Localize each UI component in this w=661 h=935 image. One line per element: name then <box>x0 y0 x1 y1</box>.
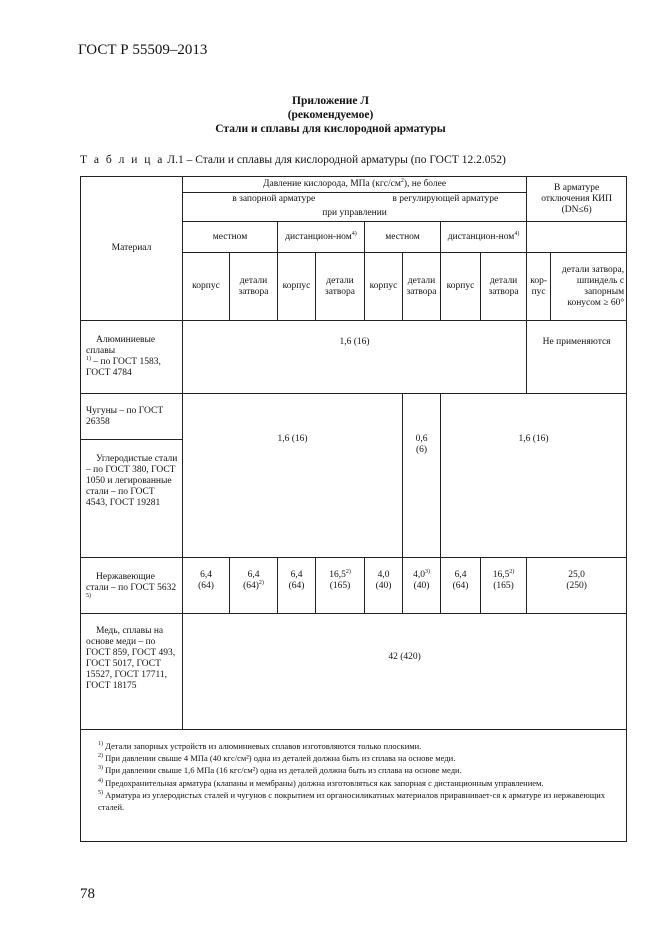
table-caption-text: Л.1 – Стали и сплавы для кислородной арматуры (по ГОСТ 12.2.052) <box>164 154 506 166</box>
stainless-value: 6,4 (64) <box>278 558 316 614</box>
appendix-subject: Стали и сплавы для кислородной арматуры <box>215 123 446 135</box>
stainless-row <box>81 558 627 614</box>
aluminum-kip: Не применяются <box>527 321 627 394</box>
material-aluminum: Алюминиевые сплавы$^{1)}$ – по ГОСТ 1583, ГОСТ 4784 <box>81 321 183 394</box>
ferrous-value-mid: 0,6 (6) <box>403 394 441 558</box>
header-body: корпус <box>441 253 481 321</box>
header-gate-parts: детали затвора <box>403 253 441 321</box>
page-number: 78 <box>80 886 95 902</box>
header-pressure: Давление кислорода, МПа $(кгс/см^2)$, не более <box>183 177 527 193</box>
aluminum-value: 1,6 (16) <box>183 321 527 394</box>
stainless-value-kip: 25,0 (250) <box>527 558 627 614</box>
header-regulating: в регулирующей арматуре <box>365 193 527 207</box>
note: $^{1)}$ Детали запорных устройств из алюминиевых сплавов изготовляются только плоскими. <box>98 741 422 751</box>
header-gate-parts: детали затвора <box>481 253 527 321</box>
header-body: корпус <box>365 253 403 321</box>
stainless-value: 16,5$^{2)}$ (165) <box>316 558 365 614</box>
stainless-value: 16,5$^{2)}$ (165) <box>481 558 527 614</box>
appendix-status: (рекомендуемое) <box>287 109 374 121</box>
header-remote-2: дистанцион-ном$^{4)}$ <box>441 222 527 253</box>
material-stainless: Нержавеющие стали – по ГОСТ 5632$^{5)}$ <box>81 558 183 614</box>
stainless-value: 6,4 $(64)^{2)}$ <box>230 558 278 614</box>
header-body: корпус <box>278 253 316 321</box>
materials-table <box>80 176 627 842</box>
header-gate-parts: детали затвора <box>316 253 365 321</box>
header-material: Материал <box>81 177 183 321</box>
header-body: корпус <box>183 253 230 321</box>
note: $^{4)}$ Предохранительная арматура (клапаны и мембраны) должна изготовляться как запорная с дистанционным управлением. <box>98 777 544 788</box>
header-kip-parts: детали затвора, шпиндель с запорным конусом ≥ 60° <box>551 253 627 321</box>
appendix-title: Приложение Л <box>292 95 369 107</box>
ferrous-value-left: 1,6 (16) <box>183 394 403 558</box>
header-when-controlled: при управлении <box>183 207 527 222</box>
stainless-value: 4,0 (40) <box>365 558 403 614</box>
note: $^{5)}$ Арматура из углеродистых сталей и чугунов с покрытием из органосиликатных материалов приравнивает-ся к арматуре из нержавеющих сталей. <box>98 789 606 813</box>
table-caption-prefix: Т а б л и ц а <box>80 154 165 166</box>
header-body-kip: кор-пус <box>527 253 551 321</box>
header-kip-blank <box>527 222 627 253</box>
material-carbon-steel: Углеродистые стали – по ГОСТ 380, ГОСТ 1050 и легированные стали – по ГОСТ 4543, ГОСТ 19281 <box>81 440 183 558</box>
ferrous-value-right: 1,6 (16) <box>441 394 627 558</box>
header-local-1: местном <box>183 222 278 253</box>
note: $^{2)}$ При давлении свыше 4 МПа (40 кгс/см²) одна из деталей должна быть из сплава на основе меди. <box>98 753 456 764</box>
header-remote-1: дистанцион-ном$^{4)}$ <box>278 222 365 253</box>
stainless-value: 6,4 (64) <box>183 558 230 614</box>
header-kip: В арматуре отключения КИП (DN≤6) <box>527 177 627 222</box>
stainless-value: 6,4 (64) <box>441 558 481 614</box>
material-cast-iron: Чугуны – по ГОСТ 26358 <box>81 394 183 440</box>
header-local-2: местном <box>365 222 441 253</box>
copper-value: 42 (420) <box>183 614 627 730</box>
stainless-value: 4,0$^{3)}$ (40) <box>403 558 441 614</box>
header-gate-parts: детали затвора <box>230 253 278 321</box>
table-notes <box>81 730 627 842</box>
document-header: ГОСТ Р 55509–2013 <box>78 42 208 58</box>
header-shutoff: в запорной арматуре <box>183 193 365 207</box>
note: $^{3)}$ При давлении свыше 1,6 МПа (16 кгс/см²) одна из деталей должна быть из сплава на основе меди. <box>98 765 462 776</box>
table-caption <box>80 154 506 166</box>
material-copper: Медь, сплавы на основе меди – по ГОСТ 859, ГОСТ 493, ГОСТ 5017, ГОСТ 15527, ГОСТ 17711, ГОСТ 18175 <box>81 614 183 730</box>
appendix-title-block <box>0 94 661 136</box>
